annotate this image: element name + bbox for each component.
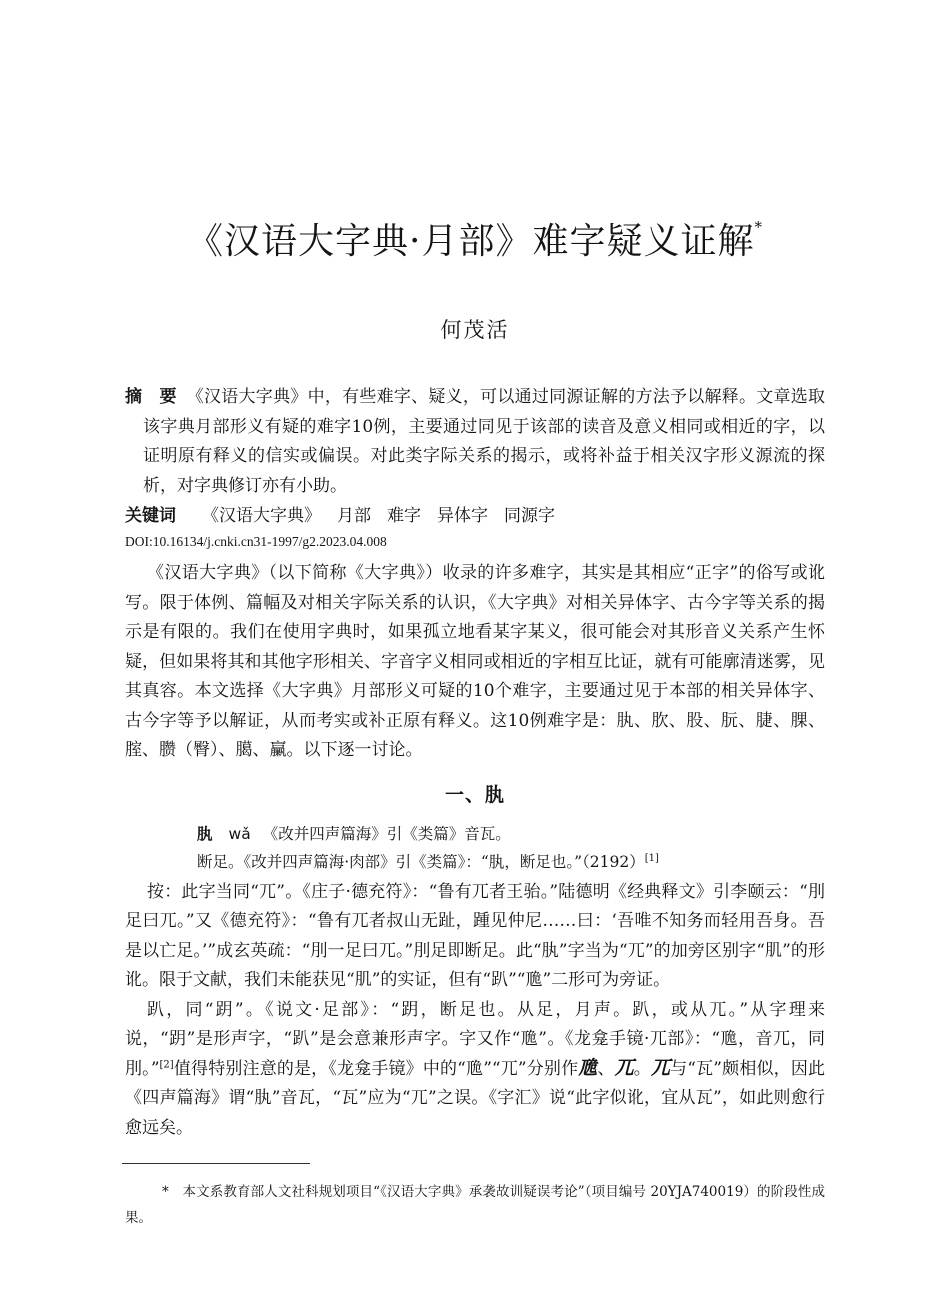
entry-pinyin: wǎ xyxy=(228,824,251,843)
entry-source: 《改并四声篇海》引《类篇》音瓦。 xyxy=(262,824,511,843)
keyword-item: 同源字 xyxy=(504,506,555,526)
keyword-item: 难字 xyxy=(387,506,421,526)
keyword-item: 异体字 xyxy=(437,506,488,526)
footnote-rule xyxy=(122,1163,310,1164)
abstract-label: 摘 要 xyxy=(125,387,177,407)
citation-ref: [2] xyxy=(159,1058,174,1070)
entry-line-1 xyxy=(197,820,825,848)
separator: 、 xyxy=(597,1058,615,1079)
page-title xyxy=(0,216,950,268)
note-text: 与“瓦”颇相似，因此《四声篇海》谓“肒”音瓦，“瓦”应为“兀”之误。《字汇》说“此字似讹，宜从瓦”，如此则愈行愈远矣。 xyxy=(125,1058,825,1138)
entry-headword: 肒 xyxy=(197,823,213,843)
abstract-text: 《汉语大字典》中，有些难字、疑义，可以通过同源证解的方法予以解释。文章选取该字典月部形义有疑的难字10例，主要通过同见于该部的读音及意义相同或相近的字，以证明原有释义的信实或偏误。对此类字际关系的揭示，或将补益于相关汉字形义源流的探析，对字典修订亦有小助。 xyxy=(143,387,826,496)
footnote-mark: * xyxy=(162,1184,169,1200)
title-footnote-mark: * xyxy=(754,218,763,236)
doi-line: DOI:10.16134/j.cnki.cn31-1997/g2.2023.04.008 xyxy=(125,534,387,549)
abstract-block xyxy=(125,383,825,501)
entry-line-2 xyxy=(197,848,825,876)
note-paragraph xyxy=(125,996,825,1144)
variant-glyph: 卼 xyxy=(578,1056,598,1079)
variant-glyph: 兀 xyxy=(614,1056,634,1079)
note-text: 值得特别注意的是，《龙龛手镜》中的“卼”“兀”分别作 xyxy=(173,1058,579,1079)
title-text: 《汉语大字典·月部》难字疑义证解 xyxy=(187,221,755,262)
dictionary-entry xyxy=(197,820,825,876)
citation-ref: [1] xyxy=(644,852,659,864)
keywords-block xyxy=(125,502,825,532)
footnote-text: 本文系教育部人文社科规划项目“《汉语大字典》承袭故训疑误考论”（项目编号 20YJA740019）的阶段性成果。 xyxy=(125,1184,826,1226)
note-paragraph: 按：此字当同“兀”。《庄子·德充符》：“鲁有兀者王骀。”陆德明《经典释文》引李颐云：“刖足曰兀。”又《德充符》：“鲁有兀者叔山无趾，踵见仲尼……曰：‘吾唯不知务而轻用吾身。吾是以亡足。’”成玄英疏：“刖一足曰兀。”刖足即断足。此“肒”字当为“兀”的加旁区别字“肌”的形讹。限于文献，我们未能获见“肌”的实证，但有“趴”“卼”二形可为旁证。 xyxy=(125,881,825,990)
intro-paragraph: 《汉语大字典》（以下简称《大字典》）收录的许多难字，其实是其相应“正字”的俗写或讹写。限于体例、篇幅及对相关字际关系的认识，《大字典》对相关异体字、古今字等关系的揭示是有限的。我们在使用字典时，如果孤立地看某字某义，很可能会对其形音义关系产生怀疑，但如果将其和其他字形相关、字音字义相同或相近的字相互比证，就有可能廓清迷雾，见其真容。本文选择《大字典》月部形义可疑的10个难字，主要通过见于本部的相关异体字、古今字等予以解证，从而考实或补正原有释义。这10例难字是：肒、肷、股、朊、脻、腂、腟、臜（臀）、臈、臝。以下逐一讨论。 xyxy=(125,563,825,760)
author-name: 何茂活 xyxy=(440,318,510,342)
main-text xyxy=(125,559,825,1143)
keyword-item: 《汉语大字典》 xyxy=(202,506,321,526)
section-heading: 一、肒 xyxy=(444,783,505,806)
separator: 。 xyxy=(633,1058,651,1079)
variant-glyph: 兀 xyxy=(650,1056,671,1079)
keywords-label: 关键词 xyxy=(125,506,176,526)
entry-sense: 断足。《改并四声篇海·肉部》引《类篇》：“肒，断足也。”（2192） xyxy=(197,852,645,871)
keyword-item: 月部 xyxy=(337,506,371,526)
note-text: 趴，同“跀”。《说文·足部》：“跀，断足也。从足，月声。趴，或从兀。”从字理来说，“跀”是形声字，“趴”是会意兼形声字。字又作“卼”。《龙龛手镜·兀部》：“卼，音兀，同刖。” xyxy=(125,999,825,1079)
footnote xyxy=(125,1179,825,1231)
